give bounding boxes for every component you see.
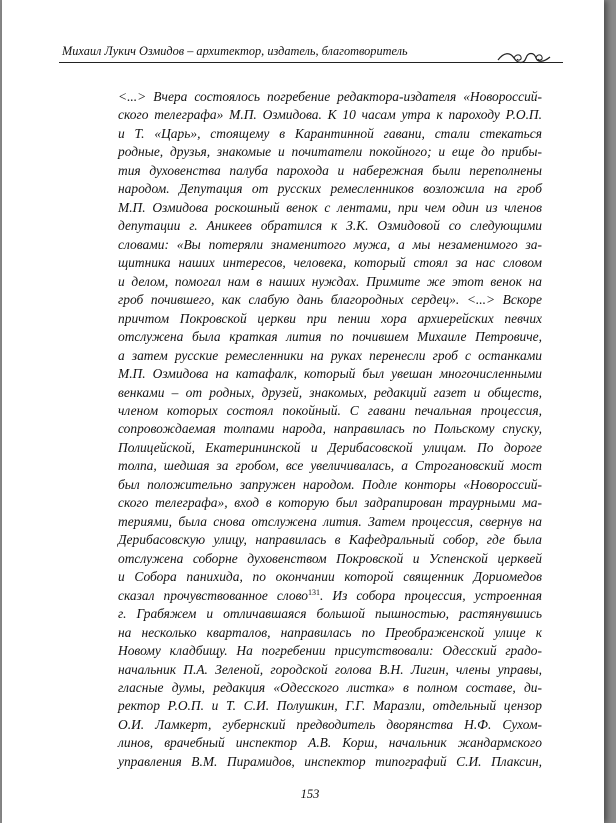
running-head: Михаил Лукич Озмидов – архитектор, издатель, благотворитель bbox=[62, 44, 408, 58]
book-page bbox=[2, 0, 604, 823]
text-line: начальник П.А. Зеленой, городской голова В.Н. Лигин, члены управы, bbox=[118, 661, 542, 677]
text-line: М.П. Озмидова на катафалк, который был увешан многочисленными bbox=[118, 366, 542, 382]
text-line: на несколько кварталов, направилась по Преображенской улице к bbox=[118, 624, 542, 640]
text-line-part: . Из собора процессия, устроенная bbox=[320, 587, 542, 603]
text-line: и Собора панихида, по окончании которой священник Дориомедов bbox=[118, 569, 542, 585]
text-line: Полицейской, Екатерининской и Дерибасовской улицам. По дороге bbox=[118, 439, 542, 455]
page-number: 153 bbox=[300, 787, 320, 801]
text-line: был положительно запружен народом. Подле конторы «Новороссий- bbox=[118, 476, 542, 492]
text-line: управления В.М. Пирамидов, инспектор типографий С.И. Плаксин, bbox=[118, 753, 542, 769]
text-line: г. Грабяжем и отличавшаяся большой пышностью, растянувшись bbox=[118, 606, 542, 622]
text-line: тия духовенства палуба парохода и набережная были переполнены bbox=[118, 162, 542, 178]
text-line: отслужена была краткая лития по почившем Михаиле Петровиче, bbox=[118, 329, 542, 345]
text-line: териями, была снова отслужена лития. Затем процессия, свернув на bbox=[118, 513, 542, 529]
text-line: О.И. Ламкерт, губернский предводитель дворянства Н.Ф. Сухом- bbox=[118, 716, 542, 732]
text-line: сопровождаемая толпами народа, направилась по Польскому спуску, bbox=[118, 421, 542, 437]
text-line: ского телеграфа» М.П. Озмидова. К 10 часам утра к пароходу Р.О.П. bbox=[118, 107, 542, 123]
text-line: щитника наших интересов, человека, который стоял за нас словом bbox=[118, 255, 542, 271]
flourish-ornament-icon bbox=[496, 48, 552, 68]
header-rule bbox=[59, 62, 563, 63]
text-line: Дерибасовскую улицу, направилась в Кафедральный собор, где была bbox=[118, 532, 542, 548]
text-line: членом которых состоял покойный. С гавани печальная процессия, bbox=[118, 402, 542, 418]
text-line: ректор Р.О.П. и Т. С.И. Полушкин, Г.Г. Маразли, отдельный цензор bbox=[118, 698, 542, 714]
text-line: народом. Депутация от русских ремесленников возложила на гроб bbox=[118, 181, 542, 197]
text-line: родные, друзья, знакомые и почитатели покойного; и еще до прибы- bbox=[118, 144, 542, 160]
text-line: ского телеграфа», вход в которую был задрапирован траурными ма- bbox=[118, 495, 542, 511]
text-line: <...> Вчера состоялось погребение редактора-издателя «Новороссий- bbox=[118, 89, 542, 104]
text-line: толпа, шедшая за гробом, все увеличивалась, а Строгановский мост bbox=[118, 458, 542, 474]
text-line: депутации г. Аникеев обратился к З.К. Озмидовой со следующими bbox=[118, 218, 542, 234]
text-line-part: сказал прочувствованное слово bbox=[118, 587, 308, 603]
text-line: словами: «Вы потеряли знаменитого мужа, а мы незаменимого за- bbox=[118, 236, 542, 252]
text-line: гласные думы, редакция «Одесского листка» в полном составе, ди- bbox=[118, 680, 542, 695]
text-line: и делом, помогал нам в наших нуждах. Примите же этот венок на bbox=[118, 273, 542, 289]
text-line: венками – от родных, друзей, знакомых, редакций газет и обществ, bbox=[118, 384, 542, 400]
text-line: М.П. Озмидова роскошный венок с лентами, при чем один из членов bbox=[118, 199, 542, 215]
text-line: Новому кладбищу. На погребении присутствовали: Одесский градо- bbox=[118, 643, 542, 659]
text-line: линов, врачебный инспектор А.В. Корш, начальник жандармского bbox=[118, 735, 542, 751]
text-line: а затем русские ремесленники на руках перенесли гроб с останками bbox=[118, 347, 542, 363]
footnote-reference: 131 bbox=[308, 587, 320, 597]
body-text bbox=[118, 88, 542, 771]
text-line: причтом Покровской церкви при пении хора архиерейских певчих bbox=[118, 310, 542, 326]
text-line bbox=[118, 587, 542, 605]
text-line: гроб почившего, как слабую дань благородных сердец». <...> Вскоре bbox=[118, 292, 542, 308]
text-line: и Т. «Царь», стоящему в Карантинной гавани, стали стекаться bbox=[118, 125, 542, 141]
text-line: отслужена соборне духовенством Покровской и Успенской церквей bbox=[118, 550, 542, 566]
